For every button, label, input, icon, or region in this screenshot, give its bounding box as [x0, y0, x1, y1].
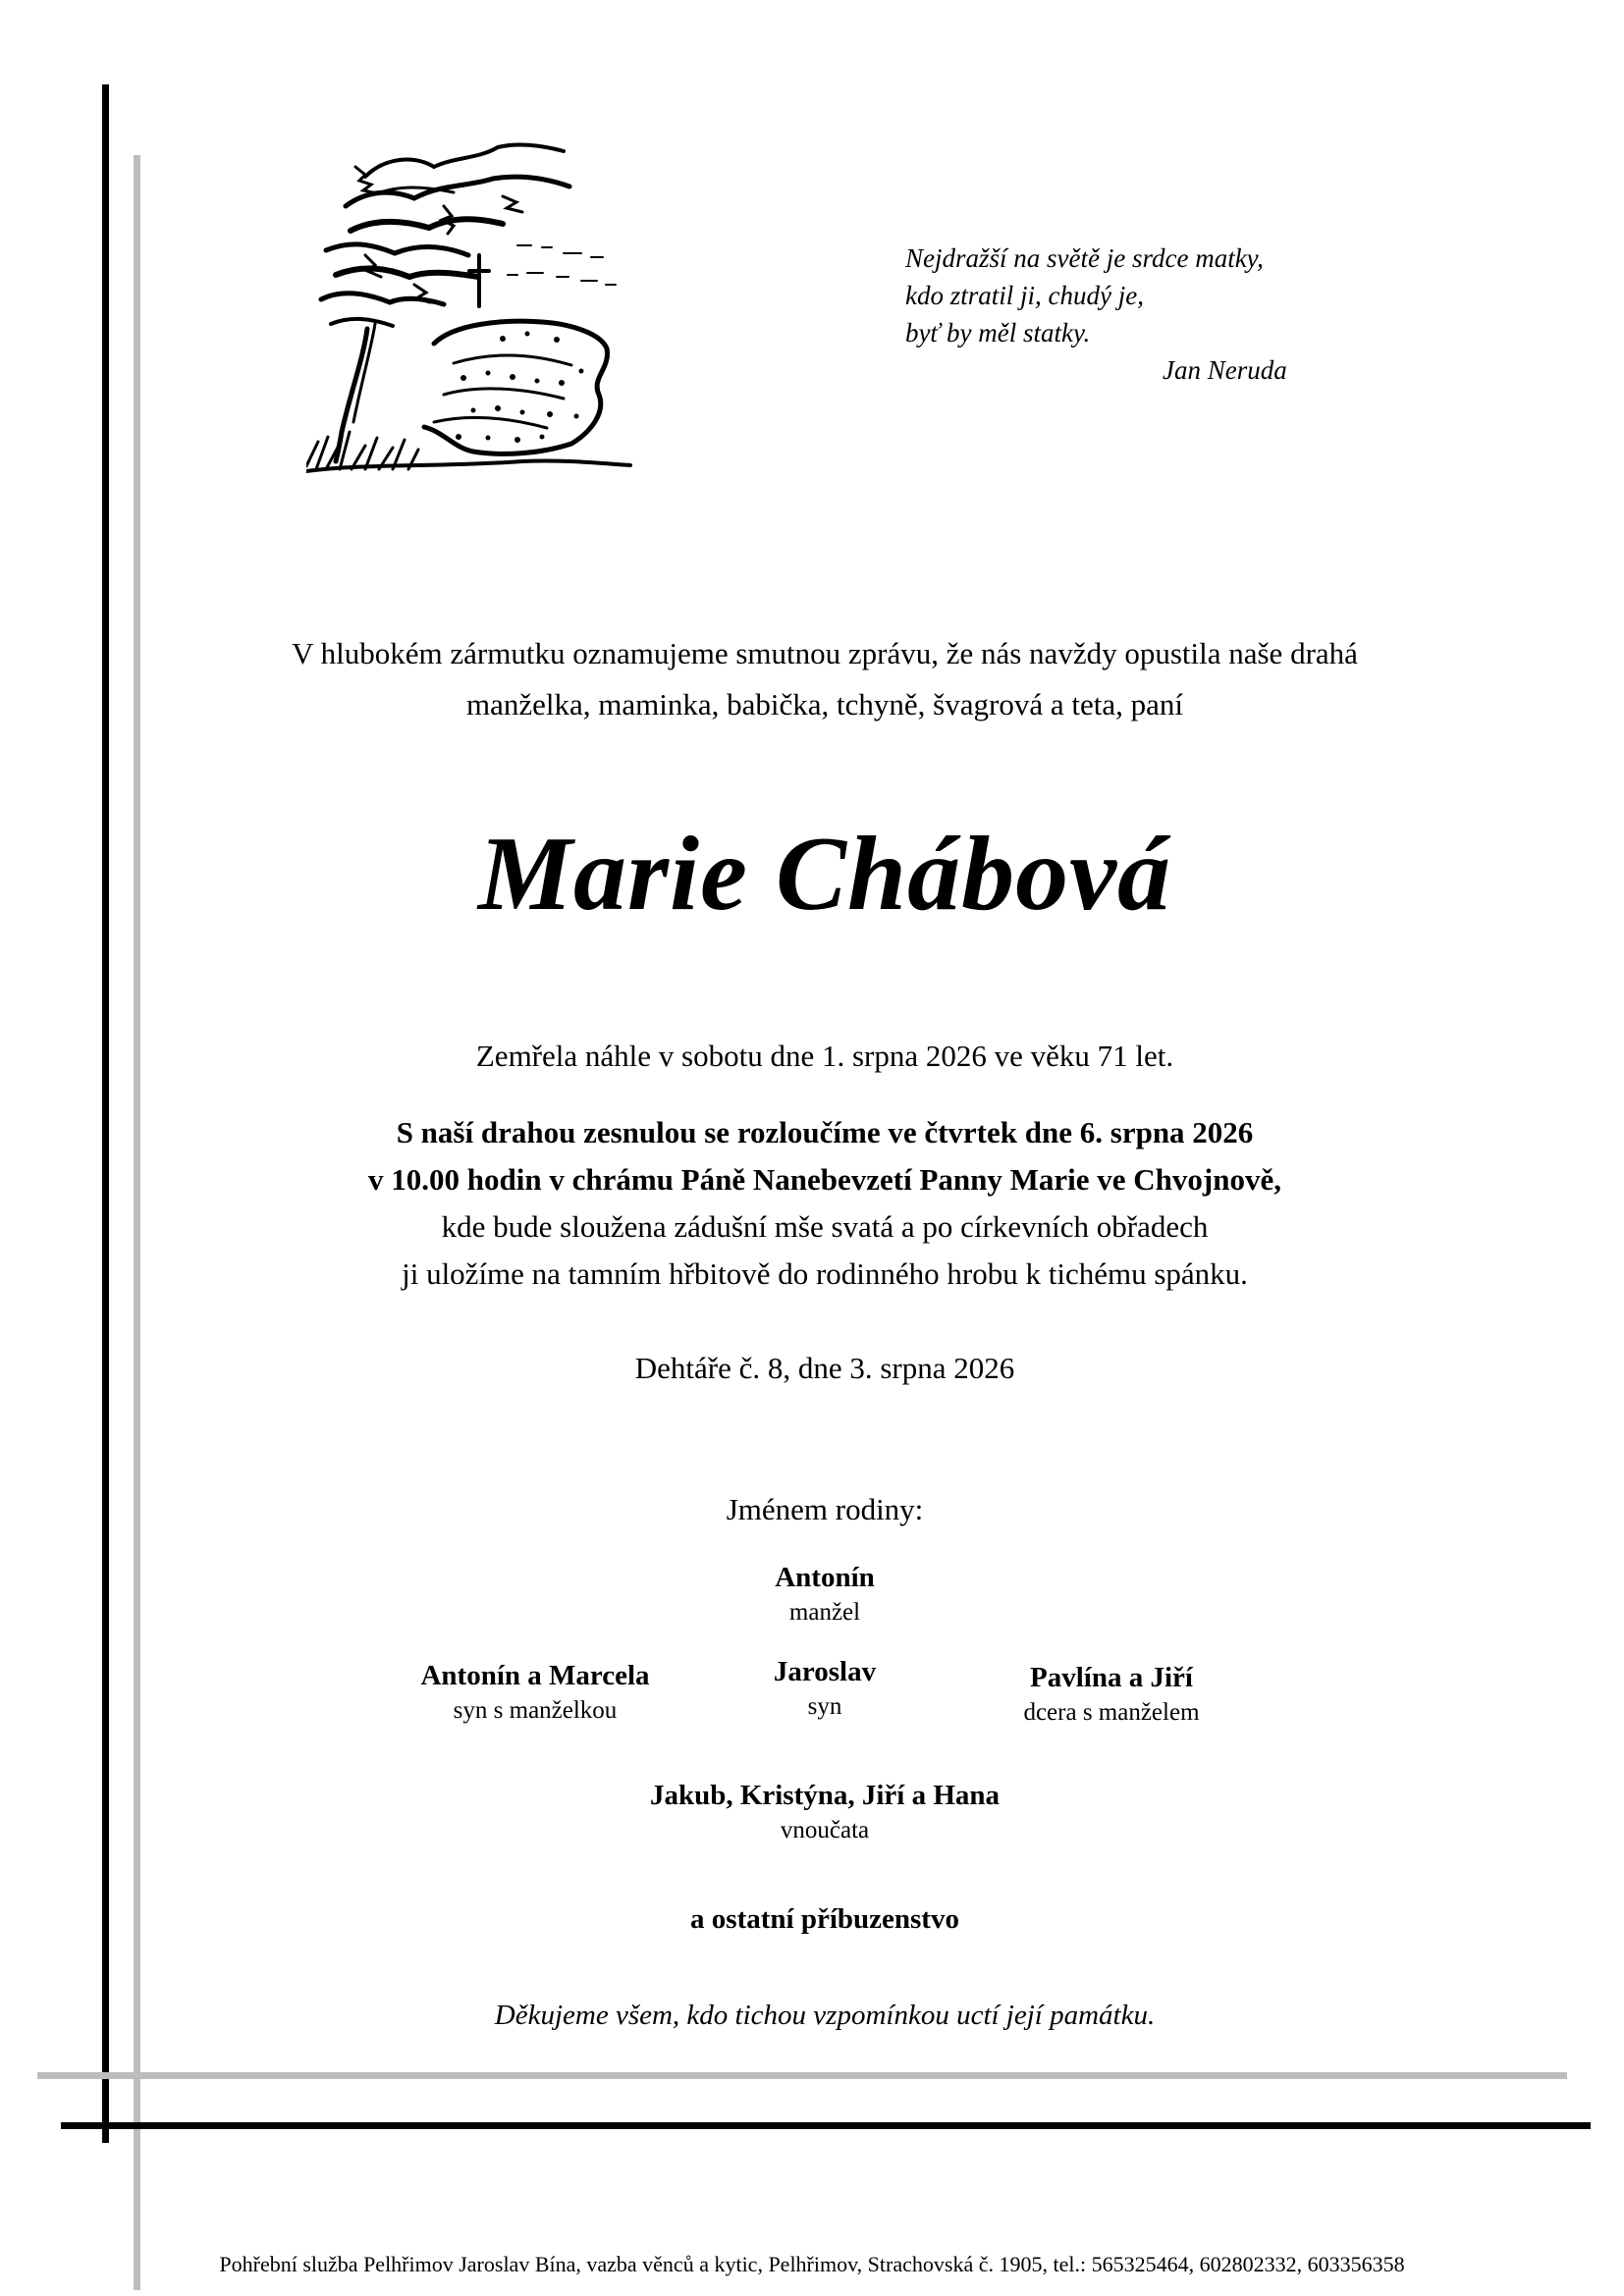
mourner-grandchildren	[619, 1777, 1031, 1847]
quote-line: kdo ztratil ji, chudý je,	[905, 281, 1144, 310]
frame-horizontal-black-line	[61, 2122, 1591, 2129]
funeral-service-footer: Pohřební služba Pelhřimov Jaroslav Bína, vazba věnců a kytic, Pelhřimov, Strachovská č. 1905, tel.: 565325464, 602802332, 603356358	[219, 2252, 1405, 2276]
tree-and-cross-illustration	[306, 137, 642, 479]
place-and-date: Dehtáře č. 8, dne 3. srpna 2026	[634, 1351, 1015, 1385]
mourner-name: Antonín	[775, 1562, 875, 1593]
announcement-line: V hlubokém zármutku oznamujeme smutnou zprávu, že nás navždy opustila naše drahá	[292, 636, 1358, 670]
other-relatives: a ostatní příbuzenstvo	[690, 1903, 959, 1935]
mourner-daughter-with-husband	[905, 1659, 1318, 1730]
ceremony-line: kde bude sloužena zádušní mše svatá a po církevních obřadech	[441, 1209, 1209, 1244]
ceremony-details	[137, 1109, 1512, 1298]
deceased-name: Marie Chábová	[477, 816, 1172, 933]
poem-quote	[905, 240, 1416, 389]
ceremony-line: S naší drahou zesnulou se rozloučíme ve čtvrtek dne 6. srpna 2026	[396, 1115, 1254, 1149]
mourner-name: Pavlína a Jiří	[1030, 1662, 1193, 1693]
mourner-relation: manžel	[788, 1599, 861, 1626]
ceremony-line: ji uložíme na tamním hřbitově do rodinného hrobu k tichému spánku.	[402, 1256, 1248, 1291]
announcement-text	[137, 628, 1512, 730]
mourner-name: Jaroslav	[773, 1656, 877, 1687]
frame-horizontal-gray-line	[37, 2072, 1567, 2079]
mourner-name: Jakub, Kristýna, Jiří a Hana	[649, 1780, 1001, 1811]
quote-line: Nejdražší na světě je srdce matky,	[905, 243, 1264, 273]
mourner-name: Antonín a Marcela	[420, 1660, 650, 1691]
frame-vertical-black-line	[102, 84, 109, 2143]
family-heading: Jménem rodiny:	[726, 1492, 924, 1526]
mourner-spouse	[619, 1559, 1031, 1629]
ceremony-line: v 10.00 hodin v chrámu Páně Nanebevzetí Panny Marie ve Chvojnově,	[368, 1162, 1281, 1197]
quote-line: byť by měl statky.	[905, 318, 1091, 347]
mourner-relation: syn s manželkou	[453, 1697, 618, 1724]
mourner-relation: dcera s manželem	[1023, 1699, 1200, 1726]
death-notice: Zemřela náhle v sobotu dne 1. srpna 2026 ve věku 71 let.	[475, 1039, 1174, 1073]
mourner-relation: vnoučata	[780, 1817, 870, 1843]
announcement-line: manželka, maminka, babička, tchyně, švagrová a teta, paní	[466, 687, 1183, 721]
quote-author: Jan Neruda	[1163, 355, 1287, 385]
thanks-line: Děkujeme všem, kdo tichou vzpomínkou uctí její památku.	[494, 2000, 1156, 2031]
mourner-relation: syn	[807, 1693, 842, 1720]
